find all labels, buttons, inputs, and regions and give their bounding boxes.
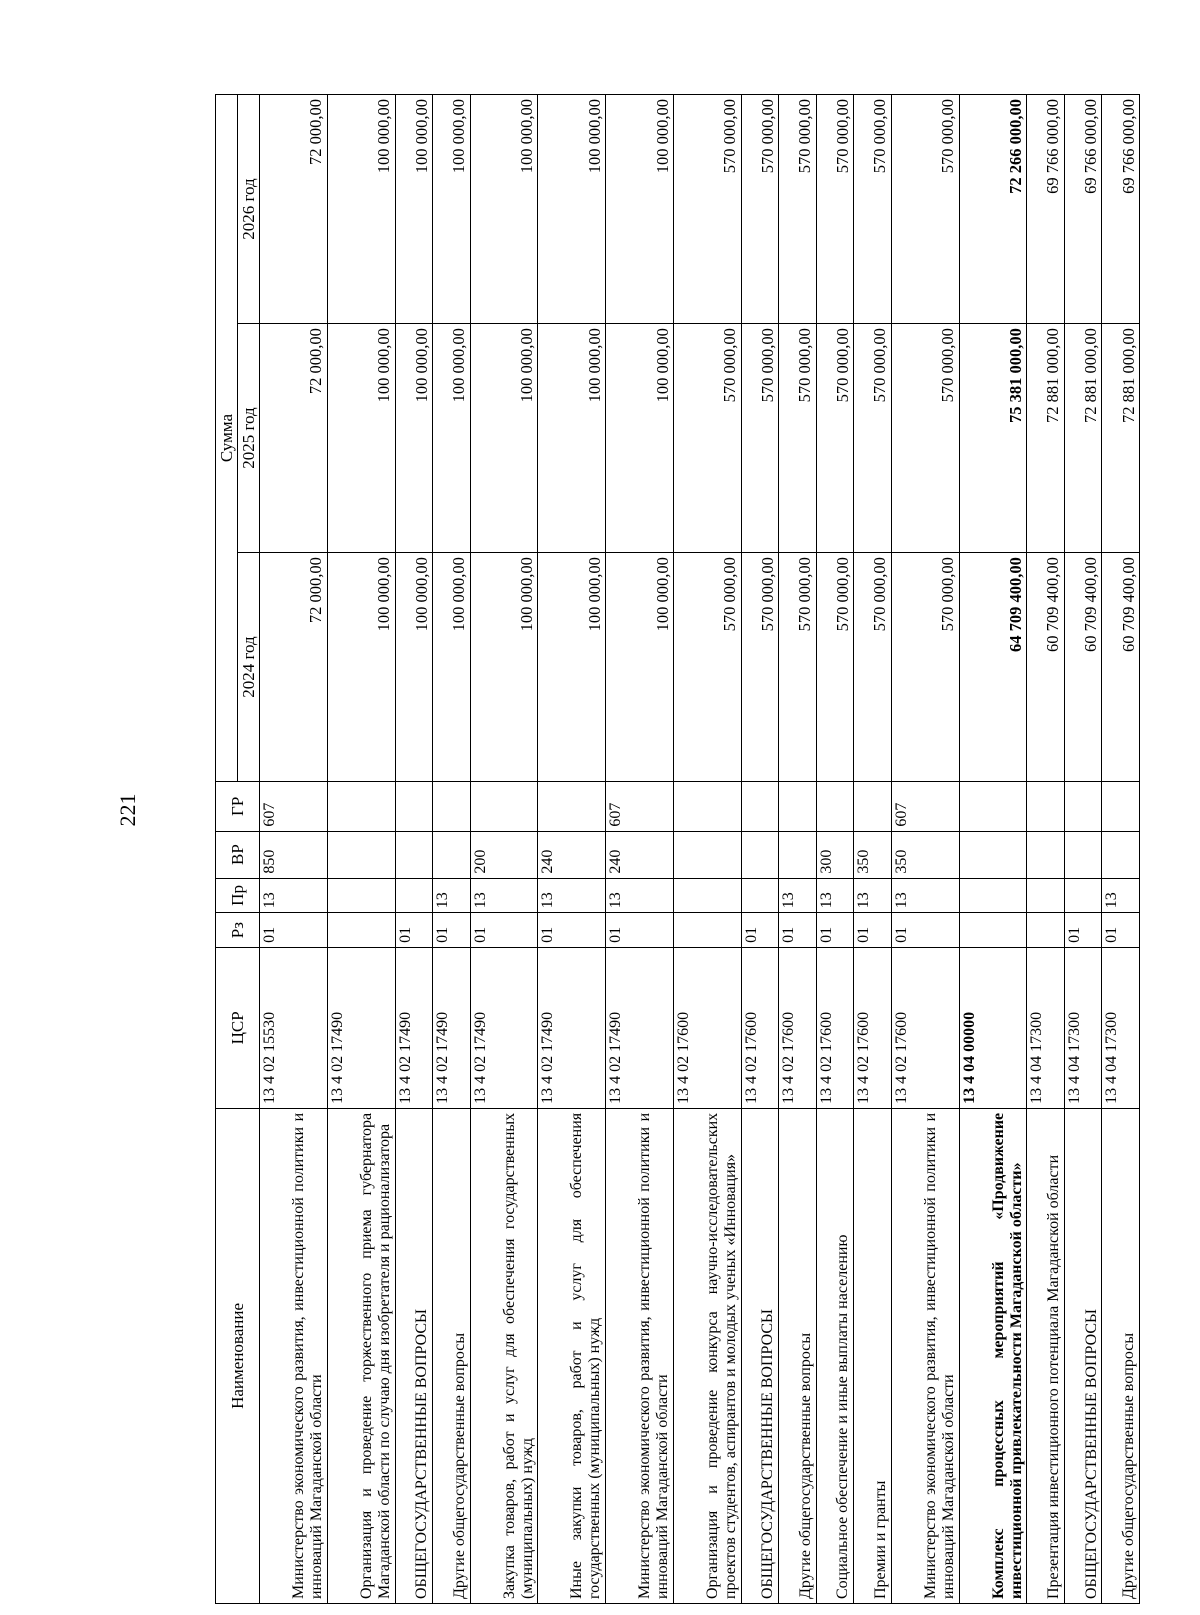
- cell-rz: 01: [891, 913, 959, 948]
- cell-rz: 01: [606, 913, 674, 948]
- cell-sum-2024: 100 000,00: [395, 553, 433, 782]
- cell-pr: 13: [854, 878, 892, 913]
- cell-vr: [1102, 831, 1140, 878]
- cell-vr: [1064, 831, 1102, 878]
- cell-vr: 240: [538, 831, 606, 878]
- cell-sum-2024: 100 000,00: [433, 553, 471, 782]
- cell-vr: 300: [816, 831, 854, 878]
- cell-csr: 13 4 02 17490: [606, 947, 674, 1108]
- cell-pr: 13: [891, 878, 959, 913]
- cell-gr: 607: [891, 782, 959, 832]
- cell-csr: 13 4 04 17300: [1064, 947, 1102, 1108]
- header-name: Наименование: [216, 1108, 260, 1603]
- table-row: [433, 95, 471, 1604]
- cell-csr: 13 4 02 17490: [470, 947, 538, 1108]
- cell-gr: [538, 782, 606, 832]
- cell-sum-2024: 570 000,00: [779, 553, 817, 782]
- cell-pr: 13: [606, 878, 674, 913]
- cell-name: Организация и проведение конкурса научно-исследовательских проектов студентов, аспирантов и молодых ученых «Инновация»: [674, 1108, 742, 1603]
- cell-gr: [816, 782, 854, 832]
- cell-vr: [327, 831, 395, 878]
- cell-csr: 13 4 02 17600: [891, 947, 959, 1108]
- cell-vr: 350: [854, 831, 892, 878]
- header-vr: ВР: [216, 831, 260, 878]
- cell-csr: 13 4 04 17300: [1027, 947, 1065, 1108]
- cell-sum-2026: 570 000,00: [779, 95, 817, 324]
- cell-sum-2024: 570 000,00: [816, 553, 854, 782]
- cell-rz: 01: [1102, 913, 1140, 948]
- cell-sum-2025: 570 000,00: [674, 324, 742, 553]
- cell-rz: 01: [1064, 913, 1102, 948]
- cell-name: Иные закупки товаров, работ и услуг для обеспечения государственных (муниципальных) нужд: [538, 1108, 606, 1603]
- cell-sum-2024: 570 000,00: [854, 553, 892, 782]
- cell-csr: 13 4 02 17600: [779, 947, 817, 1108]
- cell-vr: [741, 831, 779, 878]
- cell-sum-2026: 69 766 000,00: [1102, 95, 1140, 324]
- cell-rz: [327, 913, 395, 948]
- cell-gr: [741, 782, 779, 832]
- cell-sum-2025: 72 000,00: [260, 324, 328, 553]
- cell-vr: 200: [470, 831, 538, 878]
- cell-rz: 01: [538, 913, 606, 948]
- cell-pr: 13: [779, 878, 817, 913]
- cell-name: Премии и гранты: [854, 1108, 892, 1603]
- cell-rz: 01: [854, 913, 892, 948]
- cell-pr: [1027, 878, 1065, 913]
- cell-vr: [674, 831, 742, 878]
- budget-table-container: [215, 94, 1140, 1604]
- table-row: [1102, 95, 1140, 1604]
- cell-name: Организация и проведение торжественного приема губернатора Магаданской области по случаю дня изобретателя и рационализатора: [327, 1108, 395, 1603]
- cell-sum-2026: 570 000,00: [854, 95, 892, 324]
- cell-gr: [779, 782, 817, 832]
- cell-sum-2025: 570 000,00: [779, 324, 817, 553]
- cell-sum-2024: 72 000,00: [260, 553, 328, 782]
- table-body: [260, 95, 1140, 1604]
- cell-sum-2026: 72 000,00: [260, 95, 328, 324]
- cell-gr: [1064, 782, 1102, 832]
- cell-pr: 13: [1102, 878, 1140, 913]
- cell-vr: 850: [260, 831, 328, 878]
- cell-rz: 01: [779, 913, 817, 948]
- cell-sum-2024: 570 000,00: [741, 553, 779, 782]
- cell-sum-2026: 100 000,00: [433, 95, 471, 324]
- cell-sum-2026: 72 266 000,00: [959, 95, 1027, 324]
- cell-sum-2026: 100 000,00: [395, 95, 433, 324]
- cell-vr: 240: [606, 831, 674, 878]
- cell-sum-2026: 69 766 000,00: [1064, 95, 1102, 324]
- table-row: [260, 95, 328, 1604]
- cell-name: Другие общегосударственные вопросы: [1102, 1108, 1140, 1603]
- header-pr: Пр: [216, 878, 260, 913]
- cell-name: ОБЩЕГОСУДАРСТВЕННЫЕ ВОПРОСЫ: [395, 1108, 433, 1603]
- cell-pr: 13: [260, 878, 328, 913]
- cell-sum-2026: 100 000,00: [606, 95, 674, 324]
- cell-vr: [959, 831, 1027, 878]
- cell-name: Другие общегосударственные вопросы: [433, 1108, 471, 1603]
- cell-rz: 01: [741, 913, 779, 948]
- cell-gr: 607: [606, 782, 674, 832]
- cell-name: ОБЩЕГОСУДАРСТВЕННЫЕ ВОПРОСЫ: [1064, 1108, 1102, 1603]
- cell-sum-2026: 100 000,00: [470, 95, 538, 324]
- cell-rz: [1027, 913, 1065, 948]
- cell-sum-2024: 60 709 400,00: [1064, 553, 1102, 782]
- cell-gr: [327, 782, 395, 832]
- cell-sum-2026: 570 000,00: [674, 95, 742, 324]
- cell-pr: [395, 878, 433, 913]
- cell-gr: [470, 782, 538, 832]
- cell-csr: 13 4 02 17600: [741, 947, 779, 1108]
- cell-csr: 13 4 02 17490: [395, 947, 433, 1108]
- cell-sum-2025: 75 381 000,00: [959, 324, 1027, 553]
- cell-sum-2026: 570 000,00: [891, 95, 959, 324]
- cell-sum-2025: 570 000,00: [891, 324, 959, 553]
- cell-gr: [433, 782, 471, 832]
- cell-pr: 13: [433, 878, 471, 913]
- header-gr: ГР: [216, 782, 260, 832]
- cell-rz: 01: [816, 913, 854, 948]
- table-row: [891, 95, 959, 1604]
- cell-gr: [395, 782, 433, 832]
- cell-csr: 13 4 02 17600: [854, 947, 892, 1108]
- cell-sum-2024: 570 000,00: [891, 553, 959, 782]
- header-csr: ЦСР: [216, 947, 260, 1108]
- table-row: [959, 95, 1027, 1604]
- cell-gr: [1102, 782, 1140, 832]
- cell-sum-2024: 60 709 400,00: [1102, 553, 1140, 782]
- cell-name: Министерство экономического развития, инвестиционной политики и инноваций Магаданской области: [606, 1108, 674, 1603]
- cell-pr: [674, 878, 742, 913]
- cell-pr: 13: [816, 878, 854, 913]
- cell-sum-2025: 570 000,00: [741, 324, 779, 553]
- cell-sum-2025: 72 881 000,00: [1102, 324, 1140, 553]
- table-row: [538, 95, 606, 1604]
- cell-name: Социальное обеспечение и иные выплаты населению: [816, 1108, 854, 1603]
- cell-name: Министерство экономического развития, инвестиционной политики и инноваций Магаданской области: [891, 1108, 959, 1603]
- cell-gr: [854, 782, 892, 832]
- cell-pr: 13: [470, 878, 538, 913]
- cell-sum-2025: 100 000,00: [538, 324, 606, 553]
- cell-vr: 350: [891, 831, 959, 878]
- cell-sum-2024: 64 709 400,00: [959, 553, 1027, 782]
- cell-pr: [959, 878, 1027, 913]
- cell-sum-2025: 72 881 000,00: [1064, 324, 1102, 553]
- cell-gr: [1027, 782, 1065, 832]
- cell-csr: 13 4 04 17300: [1102, 947, 1140, 1108]
- header-rz: Рз: [216, 913, 260, 948]
- header-sum: Сумма: [216, 95, 238, 782]
- cell-rz: 01: [433, 913, 471, 948]
- cell-csr: 13 4 02 17490: [327, 947, 395, 1108]
- table-row: [674, 95, 742, 1604]
- cell-sum-2024: 100 000,00: [470, 553, 538, 782]
- cell-sum-2024: 100 000,00: [327, 553, 395, 782]
- cell-sum-2026: 570 000,00: [816, 95, 854, 324]
- cell-vr: [433, 831, 471, 878]
- table-row: [779, 95, 817, 1604]
- cell-sum-2025: 570 000,00: [854, 324, 892, 553]
- cell-sum-2026: 69 766 000,00: [1027, 95, 1065, 324]
- cell-gr: [674, 782, 742, 832]
- cell-name: Презентация инвестиционного потенциала Магаданской области: [1027, 1108, 1065, 1603]
- header-row-1: [216, 95, 238, 1604]
- cell-sum-2025: 100 000,00: [470, 324, 538, 553]
- cell-csr: 13 4 02 17600: [674, 947, 742, 1108]
- cell-sum-2025: 100 000,00: [327, 324, 395, 553]
- cell-rz: 01: [260, 913, 328, 948]
- cell-pr: [741, 878, 779, 913]
- cell-rz: 01: [470, 913, 538, 948]
- cell-csr: 13 4 02 17600: [816, 947, 854, 1108]
- cell-sum-2026: 100 000,00: [538, 95, 606, 324]
- cell-sum-2025: 72 881 000,00: [1027, 324, 1065, 553]
- header-year-2024: 2024 год: [238, 553, 260, 782]
- cell-csr: 13 4 04 00000: [959, 947, 1027, 1108]
- cell-csr: 13 4 02 17490: [538, 947, 606, 1108]
- table-row: [327, 95, 395, 1604]
- cell-rz: [674, 913, 742, 948]
- budget-table: [215, 94, 1140, 1604]
- cell-csr: 13 4 02 17490: [433, 947, 471, 1108]
- cell-name: Закупка товаров, работ и услуг для обеспечения государственных (муниципальных) нужд: [470, 1108, 538, 1603]
- table-row: [606, 95, 674, 1604]
- cell-rz: [959, 913, 1027, 948]
- table-row: [741, 95, 779, 1604]
- cell-rz: 01: [395, 913, 433, 948]
- cell-sum-2024: 570 000,00: [674, 553, 742, 782]
- cell-sum-2025: 100 000,00: [395, 324, 433, 553]
- cell-pr: [327, 878, 395, 913]
- cell-name: Комплекс процессных мероприятий «Продвижение инвестиционной привлекательности Магаданской области»: [959, 1108, 1027, 1603]
- cell-vr: [779, 831, 817, 878]
- cell-vr: [1027, 831, 1065, 878]
- header-year-2026: 2026 год: [238, 95, 260, 324]
- cell-sum-2025: 570 000,00: [816, 324, 854, 553]
- cell-sum-2025: 100 000,00: [433, 324, 471, 553]
- table-row: [470, 95, 538, 1604]
- cell-gr: 607: [260, 782, 328, 832]
- cell-name: ОБЩЕГОСУДАРСТВЕННЫЕ ВОПРОСЫ: [741, 1108, 779, 1603]
- cell-gr: [959, 782, 1027, 832]
- cell-vr: [395, 831, 433, 878]
- header-year-2025: 2025 год: [238, 324, 260, 553]
- cell-sum-2026: 100 000,00: [327, 95, 395, 324]
- page-number: 221: [115, 793, 140, 827]
- cell-pr: 13: [538, 878, 606, 913]
- table-row: [854, 95, 892, 1604]
- cell-sum-2025: 100 000,00: [606, 324, 674, 553]
- table-row: [395, 95, 433, 1604]
- table-row: [1064, 95, 1102, 1604]
- cell-sum-2026: 570 000,00: [741, 95, 779, 324]
- table-row: [816, 95, 854, 1604]
- cell-pr: [1064, 878, 1102, 913]
- cell-sum-2024: 100 000,00: [606, 553, 674, 782]
- cell-csr: 13 4 02 15530: [260, 947, 328, 1108]
- cell-name: Другие общегосударственные вопросы: [779, 1108, 817, 1603]
- cell-sum-2024: 100 000,00: [538, 553, 606, 782]
- cell-sum-2024: 60 709 400,00: [1027, 553, 1065, 782]
- cell-name: Министерство экономического развития, инвестиционной политики и инноваций Магаданской области: [260, 1108, 328, 1603]
- table-row: [1027, 95, 1065, 1604]
